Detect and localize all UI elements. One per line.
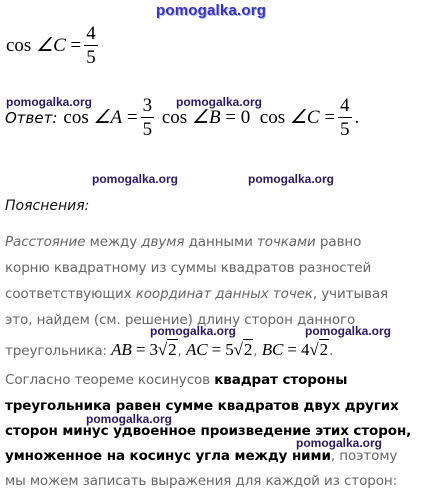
explanation-heading: Пояснения: (5, 198, 90, 214)
text: , поэтому (330, 448, 398, 464)
bold-text: треугольника равен сумме квадратов двух других (5, 398, 399, 414)
watermark: pomogalka.org (296, 436, 383, 450)
text: соответствующих (5, 286, 136, 302)
denominator: 5 (340, 119, 350, 140)
watermark: pomogalka.org (92, 172, 179, 186)
watermark: pomogalka.org (248, 172, 335, 186)
paragraph-line-8 (5, 423, 411, 439)
watermark: pomogalka.org (6, 95, 93, 109)
term-points: точками (256, 234, 316, 250)
side-ac-formula (186, 339, 253, 359)
separator: , (177, 343, 186, 359)
paragraph-line-6 (5, 372, 347, 388)
paragraph-line-2: корню квадратному из суммы квадратов разностей (5, 260, 372, 276)
term-two: двумя (141, 234, 185, 250)
separator: , (253, 343, 262, 359)
paragraph-line-9 (5, 448, 397, 464)
radicand: 2 (319, 340, 329, 359)
fraction-4-5 (84, 24, 98, 67)
equals-sign: = (70, 34, 82, 56)
cos-function: cos (6, 34, 32, 56)
bold-text: умноженное на косинус угла между ними (5, 448, 331, 464)
sqrt-icon: √ (309, 340, 319, 359)
answer-line (5, 96, 359, 139)
bold-text: сторон минус удвоенное произведение этих сторон, (5, 423, 412, 439)
side-ab-formula (111, 339, 177, 359)
text: равно (315, 234, 362, 250)
top-formula (6, 24, 101, 67)
side-bc: BC (261, 340, 284, 359)
radicand: 2 (243, 340, 253, 359)
watermark: pomogalka.org (86, 412, 173, 426)
angle-b: ∠B (191, 107, 221, 128)
bold-text: квадрат стороны (214, 372, 348, 388)
equals-sign: = (126, 106, 138, 128)
paragraph-line-5 (5, 340, 333, 360)
angle-a: ∠A (93, 107, 123, 128)
watermark: pomogalka.org (176, 95, 263, 109)
coefficient: = 4 (283, 340, 310, 359)
angle-c: ∠C (289, 107, 320, 128)
numerator: 4 (86, 23, 96, 44)
answer-label: Ответ: (5, 108, 58, 127)
text: между (85, 234, 142, 250)
cos-function: cos (63, 106, 89, 128)
radicand: 2 (168, 340, 177, 359)
text: Согласно теореме косинусов (5, 372, 215, 388)
paragraph-line-1 (5, 234, 361, 250)
text: , учитывая (312, 286, 389, 302)
coefficient: = 3 (131, 340, 158, 359)
period: . (329, 343, 334, 359)
cos-function: cos (259, 106, 286, 128)
value-zero: 0 (240, 106, 251, 128)
fraction-4-5 (338, 96, 352, 139)
denominator: 5 (142, 119, 153, 140)
coefficient: = 5 (207, 340, 234, 359)
watermark: pomogalka.org (305, 324, 392, 338)
period: . (354, 106, 360, 128)
denominator: 5 (86, 47, 96, 68)
paragraph-line-7 (5, 398, 399, 414)
equals-sign: = (324, 106, 336, 128)
sqrt-icon: √ (233, 340, 243, 359)
watermark-top: pomogalka.org (156, 2, 267, 19)
numerator: 3 (142, 95, 153, 116)
cos-function: cos (161, 106, 188, 128)
text: данными (184, 234, 257, 250)
side-bc-formula (262, 339, 329, 359)
term-coordinates: координат данных точек (135, 286, 313, 302)
numerator: 4 (340, 95, 350, 116)
side-ab: AB (111, 340, 132, 359)
fraction-3-5 (141, 96, 155, 139)
sqrt-icon: √ (157, 340, 168, 359)
term-distance: Расстояние (5, 234, 86, 250)
text: треугольника: (5, 343, 112, 359)
paragraph-line-3 (5, 286, 388, 302)
angle-c: ∠C (36, 35, 66, 56)
paragraph-line-4: это, найдем (см. решение) длину сторон данного (5, 312, 356, 328)
side-ac: AC (185, 340, 208, 359)
equals-sign: = (225, 106, 237, 128)
paragraph-line-10: мы можем записать выражения для каждой из сторон: (5, 473, 398, 489)
watermark: pomogalka.org (150, 324, 237, 338)
